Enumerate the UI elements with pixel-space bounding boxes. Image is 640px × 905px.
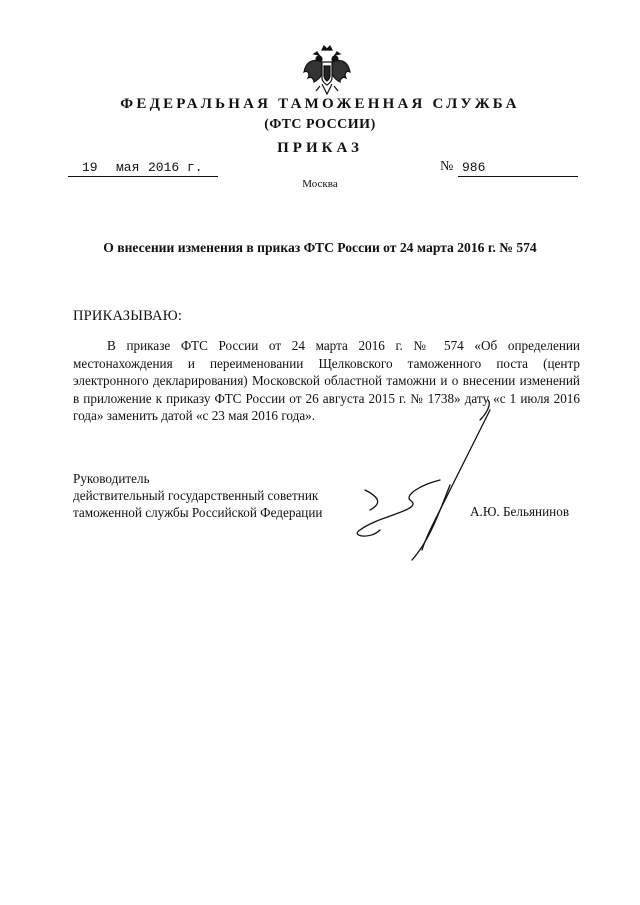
agency-name: ФЕДЕРАЛЬНАЯ ТАМОЖЕННАЯ СЛУЖБА — [120, 96, 520, 112]
coat-of-arms-icon — [300, 44, 354, 98]
number-label: № — [440, 159, 454, 174]
signatory-line-3: таможенной службы Российской Федерации — [73, 505, 323, 520]
signatory-line-1: Руководитель — [73, 471, 150, 486]
handwritten-signature-icon — [340, 390, 500, 570]
date-month: мая — [116, 160, 140, 175]
order-body-paragraph: В приказе ФТС России от 24 марта 2016 г. № 574 «Об определении местонахождения и переименовании Щелковского таможенного поста (центр электронного декларирования) Московской областной таможни и о внесении изменений в приложение к приказу ФТС России от 26 августа 2015 г. № 1738» дату «с 1 июля 2016 года» заменить датой «с 23 мая 2016 года». — [73, 338, 580, 423]
signatory-line-2: действительный государственный советник — [73, 488, 319, 503]
order-number: 986 — [462, 160, 486, 175]
city-label: Москва — [302, 178, 338, 190]
date-year: 2016 г. — [148, 160, 203, 175]
order-directive: ПРИКАЗЫВАЮ: — [73, 308, 183, 324]
order-subject: О внесении изменения в приказ ФТС России от 24 марта 2016 г. № 574 — [103, 240, 537, 255]
signatory-position — [73, 470, 322, 521]
agency-short-name: (ФТС РОССИИ) — [264, 117, 376, 132]
date-day: 19 — [82, 160, 98, 175]
document-type-title: ПРИКАЗ — [277, 140, 363, 156]
signer-name: А.Ю. Бельянинов — [470, 504, 570, 519]
